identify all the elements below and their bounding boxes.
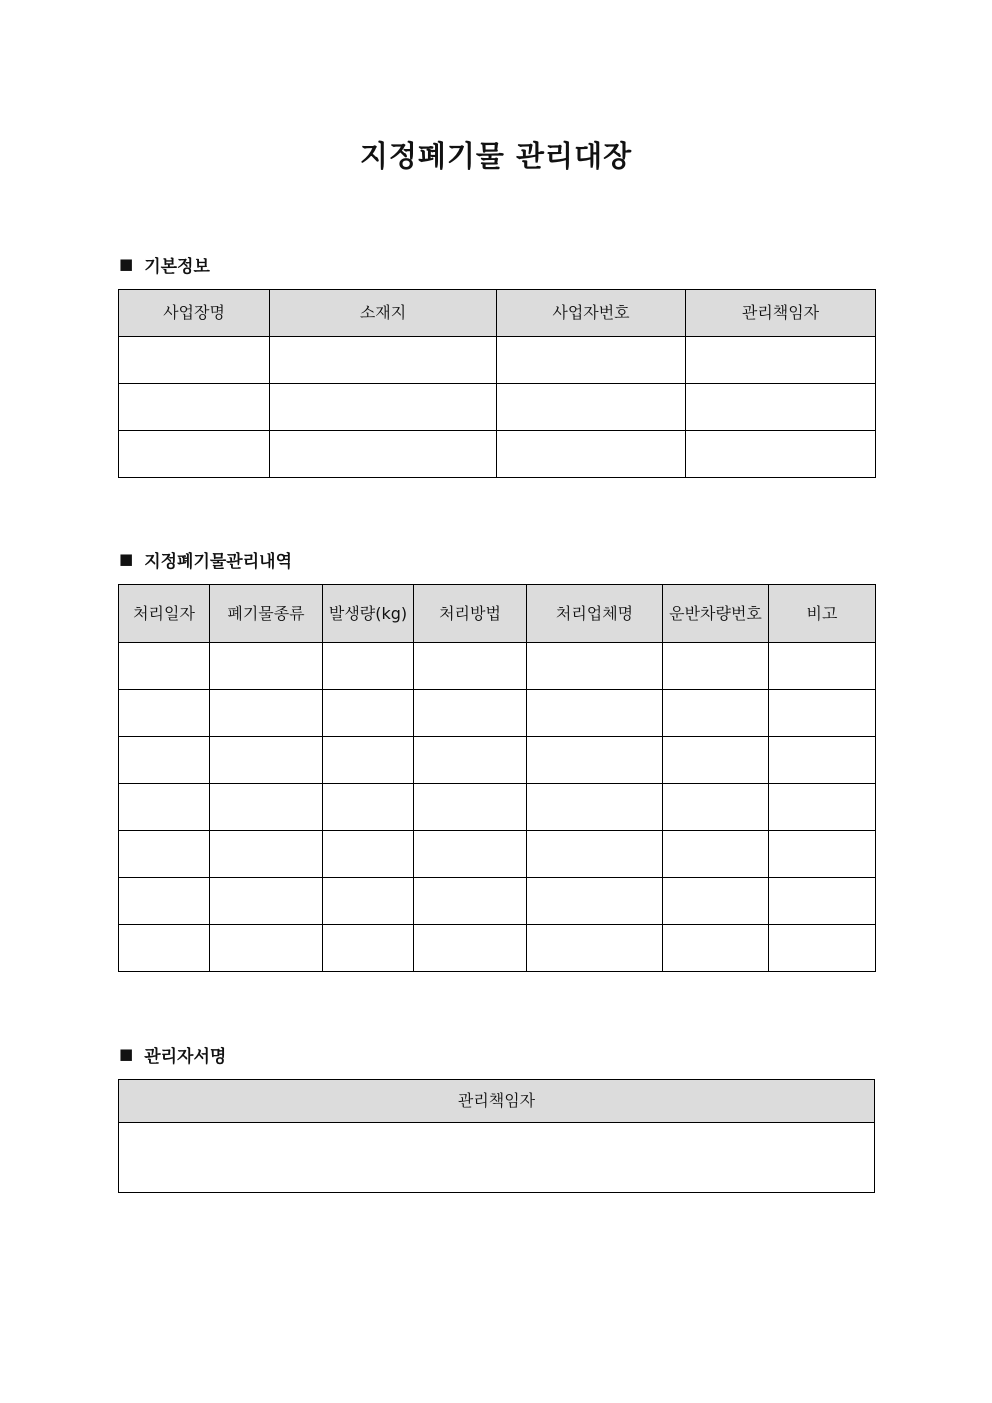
header-processing-company: 처리업체명 [527,585,663,643]
cell-processing-company[interactable] [527,643,663,690]
table-row [119,925,876,972]
cell-processing-company[interactable] [527,737,663,784]
table-row [119,737,876,784]
cell-waste-type[interactable] [210,831,323,878]
cell-processing-method[interactable] [414,643,527,690]
section-heading-signature [119,1042,226,1066]
section-heading-label: 지정폐기물관리내역 [144,551,292,572]
square-bullet-icon: ■ [119,255,134,273]
cell-waste-type[interactable] [210,925,323,972]
cell-remarks[interactable] [769,831,876,878]
cell-processing-date[interactable] [119,925,210,972]
square-bullet-icon: ■ [119,1045,134,1063]
cell-remarks[interactable] [769,643,876,690]
table-row [119,831,876,878]
cell-vehicle-number[interactable] [663,831,769,878]
cell-waste-type[interactable] [210,643,323,690]
table-row [119,643,876,690]
header-vehicle-number: 운반차량번호 [663,585,769,643]
table-row [119,384,876,431]
cell-address[interactable] [270,337,497,384]
cell-vehicle-number[interactable] [663,690,769,737]
table-row [119,878,876,925]
cell-remarks[interactable] [769,878,876,925]
cell-processing-company[interactable] [527,784,663,831]
cell-address[interactable] [270,384,497,431]
cell-manager[interactable] [686,337,876,384]
cell-vehicle-number[interactable] [663,925,769,972]
header-business-number: 사업자번호 [497,290,686,337]
cell-manager[interactable] [686,431,876,478]
header-waste-type: 폐기물종류 [210,585,323,643]
cell-vehicle-number[interactable] [663,784,769,831]
header-processing-method: 처리방법 [414,585,527,643]
table-row [119,431,876,478]
cell-business-number[interactable] [497,384,686,431]
cell-processing-date[interactable] [119,784,210,831]
header-address: 소재지 [270,290,497,337]
header-business-name: 사업장명 [119,290,270,337]
table-header-row [119,290,876,337]
cell-business-number[interactable] [497,337,686,384]
cell-vehicle-number[interactable] [663,737,769,784]
cell-processing-company[interactable] [527,690,663,737]
cell-processing-method[interactable] [414,784,527,831]
cell-generated-amount[interactable] [323,643,414,690]
waste-records-table [118,584,876,972]
cell-manager[interactable] [686,384,876,431]
document-title: 지정폐기물 관리대장 [359,139,633,173]
cell-generated-amount[interactable] [323,784,414,831]
cell-generated-amount[interactable] [323,925,414,972]
table-row [119,1123,875,1193]
header-generated-amount: 발생량(kg) [323,585,414,643]
header-processing-date: 처리일자 [119,585,210,643]
square-bullet-icon: ■ [119,550,134,568]
cell-processing-date[interactable] [119,737,210,784]
cell-vehicle-number[interactable] [663,643,769,690]
cell-generated-amount[interactable] [323,690,414,737]
section-heading-basic-info [119,252,210,276]
cell-processing-company[interactable] [527,831,663,878]
cell-remarks[interactable] [769,784,876,831]
table-header-row [119,1080,875,1123]
cell-business-name[interactable] [119,384,270,431]
cell-waste-type[interactable] [210,878,323,925]
cell-processing-date[interactable] [119,690,210,737]
table-row [119,784,876,831]
cell-generated-amount[interactable] [323,831,414,878]
signature-table [118,1079,875,1193]
header-remarks: 비고 [769,585,876,643]
section-heading-waste-records [119,547,292,571]
cell-processing-method[interactable] [414,925,527,972]
cell-address[interactable] [270,431,497,478]
table-header-row [119,585,876,643]
cell-processing-company[interactable] [527,925,663,972]
signature-box[interactable] [119,1123,875,1193]
section-heading-label: 관리자서명 [144,1046,227,1067]
cell-generated-amount[interactable] [323,737,414,784]
cell-vehicle-number[interactable] [663,878,769,925]
cell-business-name[interactable] [119,337,270,384]
section-heading-label: 기본정보 [144,256,210,277]
cell-processing-method[interactable] [414,831,527,878]
cell-generated-amount[interactable] [323,878,414,925]
cell-processing-date[interactable] [119,831,210,878]
cell-waste-type[interactable] [210,784,323,831]
cell-processing-method[interactable] [414,737,527,784]
cell-processing-company[interactable] [527,878,663,925]
cell-remarks[interactable] [769,925,876,972]
table-row [119,337,876,384]
cell-processing-method[interactable] [414,690,527,737]
cell-remarks[interactable] [769,690,876,737]
cell-processing-method[interactable] [414,878,527,925]
cell-business-name[interactable] [119,431,270,478]
header-manager-signature: 관리책임자 [119,1080,875,1123]
cell-business-number[interactable] [497,431,686,478]
cell-processing-date[interactable] [119,643,210,690]
cell-remarks[interactable] [769,737,876,784]
cell-waste-type[interactable] [210,690,323,737]
header-manager: 관리책임자 [686,290,876,337]
table-row [119,690,876,737]
basic-info-table [118,289,876,478]
cell-waste-type[interactable] [210,737,323,784]
cell-processing-date[interactable] [119,878,210,925]
